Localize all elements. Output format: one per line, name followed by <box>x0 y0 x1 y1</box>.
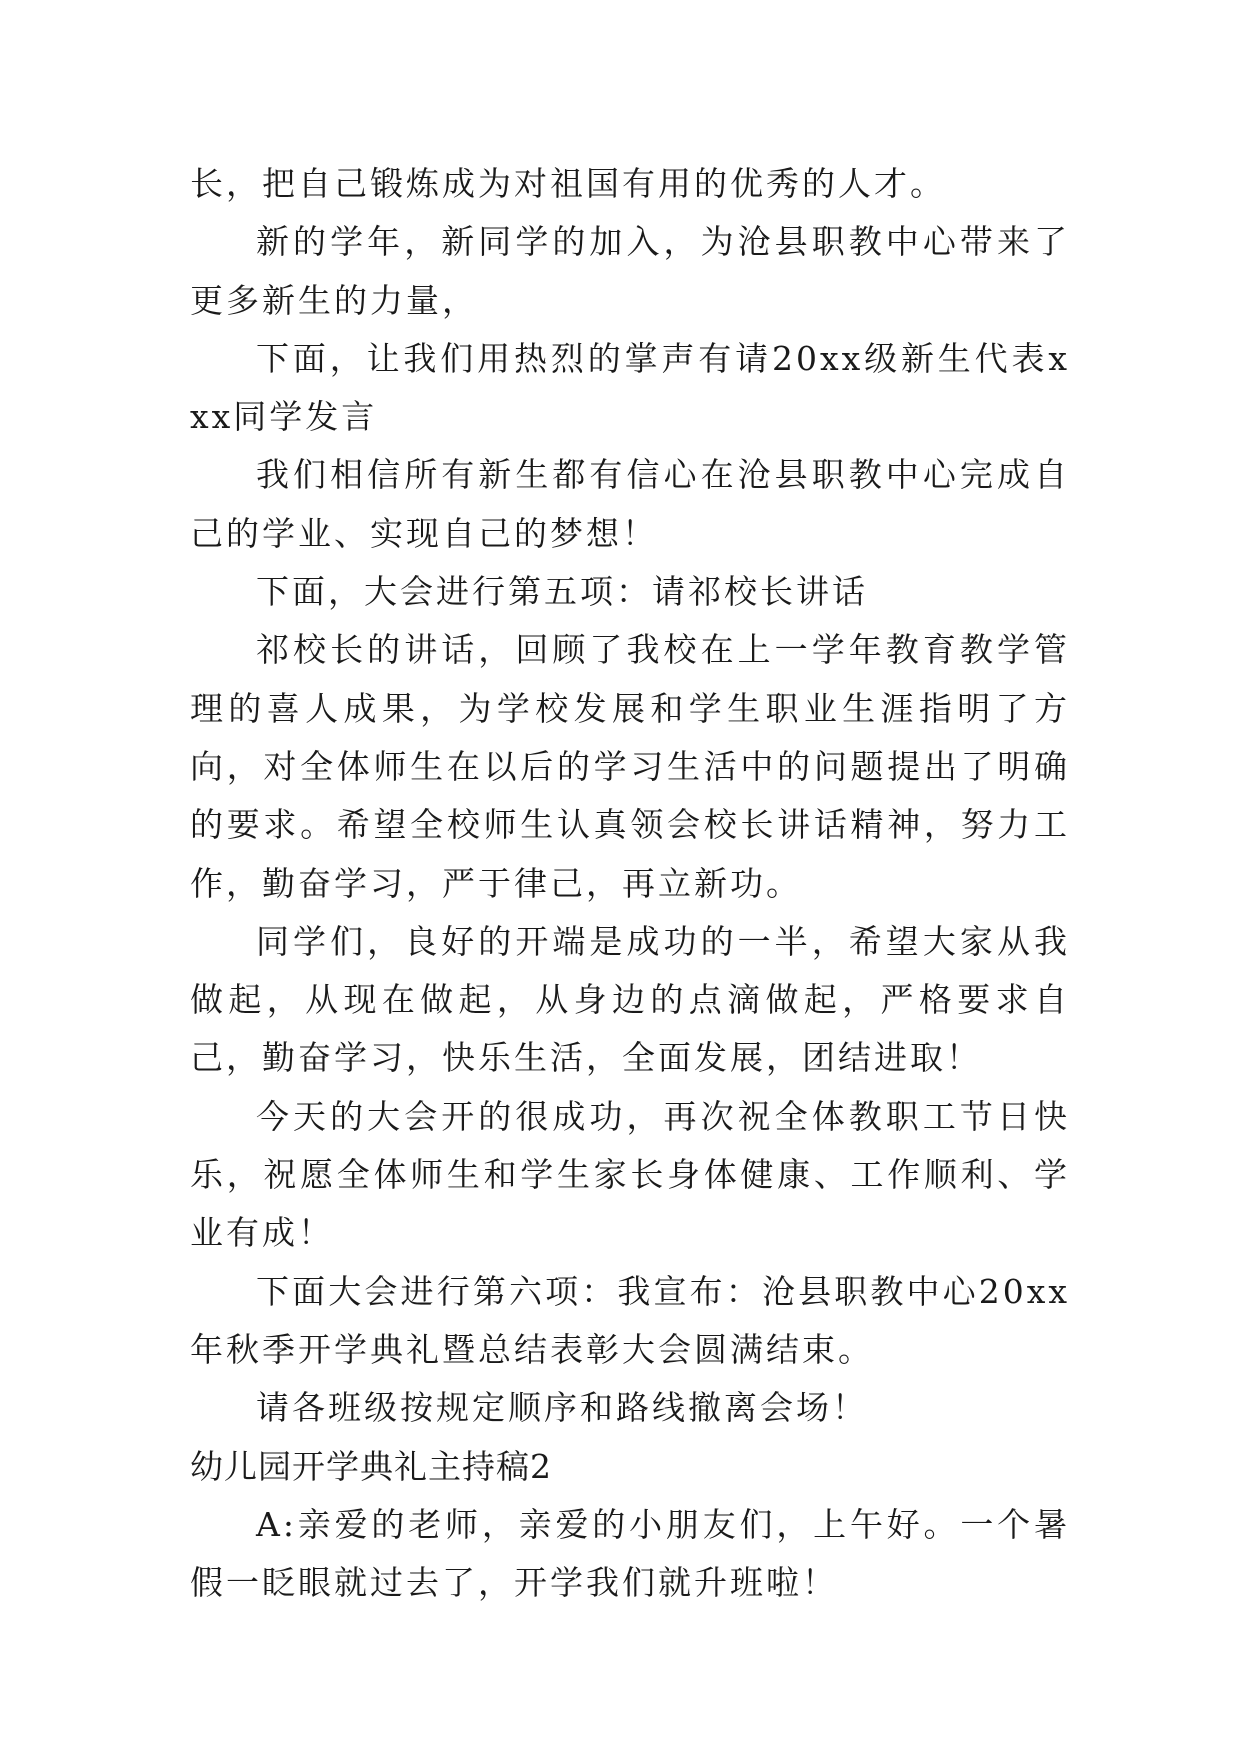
document-body <box>190 155 1070 1612</box>
paragraph-2: 新的学年，新同学的加入，为沧县职教中心带来了更多新生的力量， <box>190 222 1070 320</box>
paragraph-7: 同学们，良好的开端是成功的一半，希望大家从我做起，从现在做起，从身边的点滴做起，严格要求自己，勤奋学习，快乐生活，全面发展，团结进取！ <box>190 921 1070 1078</box>
paragraph-4: 我们相信所有新生都有信心在沧县职教中心完成自己的学业、实现自己的梦想！ <box>190 455 1070 553</box>
paragraph-1: 长，把自己锻炼成为对祖国有用的优秀的人才。 <box>190 164 946 203</box>
section-paragraph-1: A:亲爱的老师，亲爱的小朋友们，上午好。一个暑假一眨眼就过去了，开学我们就升班啦！ <box>190 1504 1070 1603</box>
paragraph-5: 下面，大会进行第五项：请祁校长讲话 <box>256 572 868 612</box>
section-title: 幼儿园开学典礼主持稿2 <box>190 1446 552 1486</box>
paragraph-3: 下面，让我们用热烈的掌声有请20xx级新生代表xxx同学发言 <box>190 338 1070 437</box>
paragraph-6: 祁校长的讲话，回顾了我校在上一学年教育教学管理的喜人成果，为学校发展和学生职业生涯指明了方向，对全体师生在以后的学习生活中的问题提出了明确的要求。希望全校师生认真领会校长讲话精神，努力工作，勤奋学习，严于律己，再立新功。 <box>190 630 1070 903</box>
paragraph-8: 今天的大会开的很成功，再次祝全体教职工节日快乐，祝愿全体师生和学生家长身体健康、工作顺利、学业有成！ <box>190 1096 1070 1253</box>
paragraph-10: 请各班级按规定顺序和路线撤离会场！ <box>256 1388 868 1428</box>
paragraph-9: 下面大会进行第六项：我宣布：沧县职教中心20xx年秋季开学典礼暨总结表彰大会圆满结束。 <box>190 1271 1070 1369</box>
